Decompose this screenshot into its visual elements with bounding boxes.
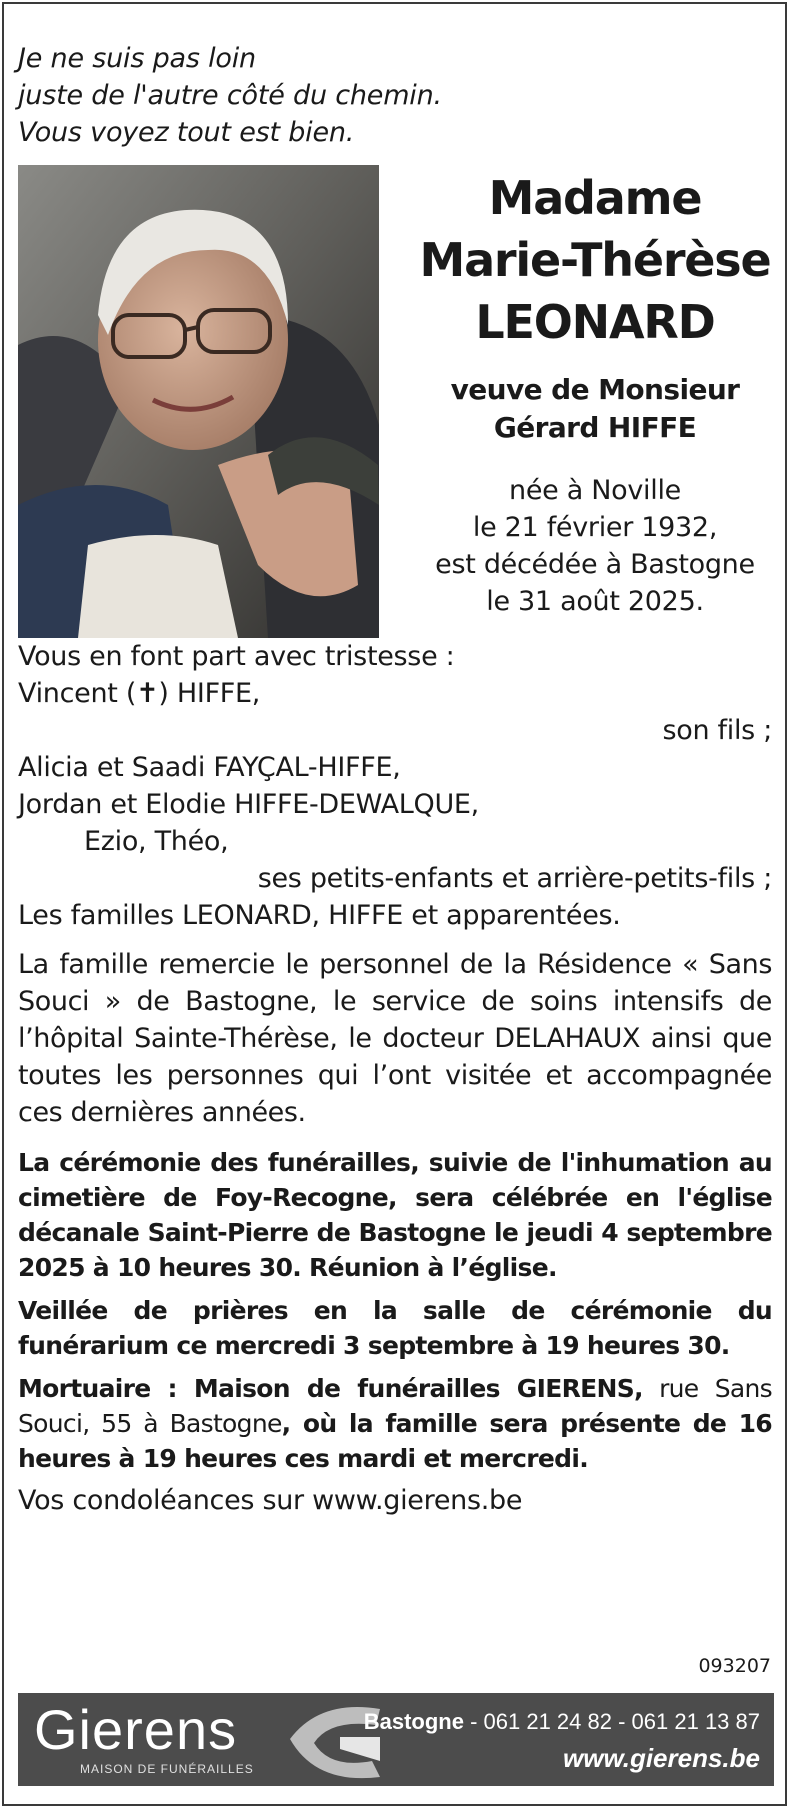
mortuary-paragraph	[18, 1371, 772, 1476]
grandchildren-role: ses petits-enfants et arrière-petits-fils ;	[257, 863, 772, 894]
widow-line: veuve de Monsieur	[450, 373, 740, 406]
phone-line	[364, 1707, 760, 1737]
families-line: Les familles LEONARD, HIFFE et apparentées.	[18, 900, 621, 931]
website-link[interactable]: www.gierens.be	[563, 1743, 760, 1773]
vigil-paragraph: Veillée de prières en la salle de cérémonie du funérarium ce mercredi 3 septembre à 19 heures 30.	[18, 1296, 772, 1360]
son-role: son fils ;	[662, 715, 772, 746]
city-label: Bastogne	[363, 1709, 464, 1734]
name-block	[410, 165, 780, 620]
widow-of	[410, 371, 780, 447]
thanks-paragraph: La famille remercie le personnel de la Résidence « Sans Souci » de Bastogne, le service de soins intensifs de l’hôpital Sainte-Thérèse, le docteur DELAHAUX ainsi que toutes les personnes qui l’ont visitée et accompagnée ces dernières années.	[18, 949, 772, 1128]
widow-line: Gérard HIFFE	[493, 411, 697, 444]
mortuary-bold: Mortuaire : Maison de funérailles GIERENS,	[18, 1374, 643, 1403]
son-name	[18, 675, 772, 712]
deceased-first-name: Marie-Thérèse	[419, 233, 771, 287]
birth-line: est décédée à Bastogne	[435, 549, 755, 580]
condolences-line: Vos condoléances sur www.gierens.be	[18, 1485, 523, 1516]
mortuary-bold-end: , où la famille sera présente de 16 heures à 19 heures ces mardi et mercredi.	[18, 1409, 772, 1473]
son-name-post: ) HIFFE,	[158, 678, 261, 709]
gierens-logo: Gierens	[34, 1698, 238, 1761]
birth-death-info	[410, 472, 780, 620]
grandchild-line: Jordan et Elodie HIFFE-DEWALQUE,	[18, 789, 479, 820]
poem	[18, 40, 772, 151]
family-section	[18, 638, 772, 934]
great-grandchildren: Ezio, Théo,	[84, 826, 229, 857]
phone-numbers: - 061 21 24 82 - 061 21 13 87	[463, 1709, 760, 1734]
obituary-content	[18, 40, 772, 1519]
birth-line: née à Noville	[509, 475, 681, 506]
birth-line: le 31 août 2025.	[486, 586, 704, 617]
poem-line: juste de l'autre côté du chemin.	[18, 80, 442, 111]
mortuary-address: rue Sans Souci, 55 à Bastogne	[18, 1374, 772, 1438]
logo-subtitle: MAISON DE FUNÉRAILLES	[80, 1762, 254, 1776]
header-section	[18, 165, 772, 670]
birth-line: le 21 février 1932,	[472, 512, 718, 543]
funeral-home-banner	[18, 1693, 774, 1786]
deceased-title: Madame	[488, 171, 702, 225]
family-intro: Vous en font part avec tristesse :	[18, 641, 455, 672]
grandchild-line: Alicia et Saadi FAYÇAL-HIFFE,	[18, 752, 401, 783]
son-name-pre: Vincent (	[18, 678, 137, 709]
deceased-last-name: LEONARD	[475, 295, 715, 349]
reference-number: 093207	[698, 1655, 771, 1677]
contact-info	[364, 1707, 760, 1775]
ceremony-paragraph: La cérémonie des funérailles, suivie de l'inhumation au cimetière de Foy-Recogne, sera célébrée en l'église décanale Saint-Pierre de Bastogne le jeudi 4 septembre 2025 à 10 heures 30. Réunion à l’église.	[18, 1148, 772, 1282]
poem-line: Vous voyez tout est bien.	[18, 117, 355, 148]
cross-icon: ✝	[136, 678, 159, 709]
poem-line: Je ne suis pas loin	[18, 43, 256, 74]
portrait-photo	[18, 165, 379, 638]
